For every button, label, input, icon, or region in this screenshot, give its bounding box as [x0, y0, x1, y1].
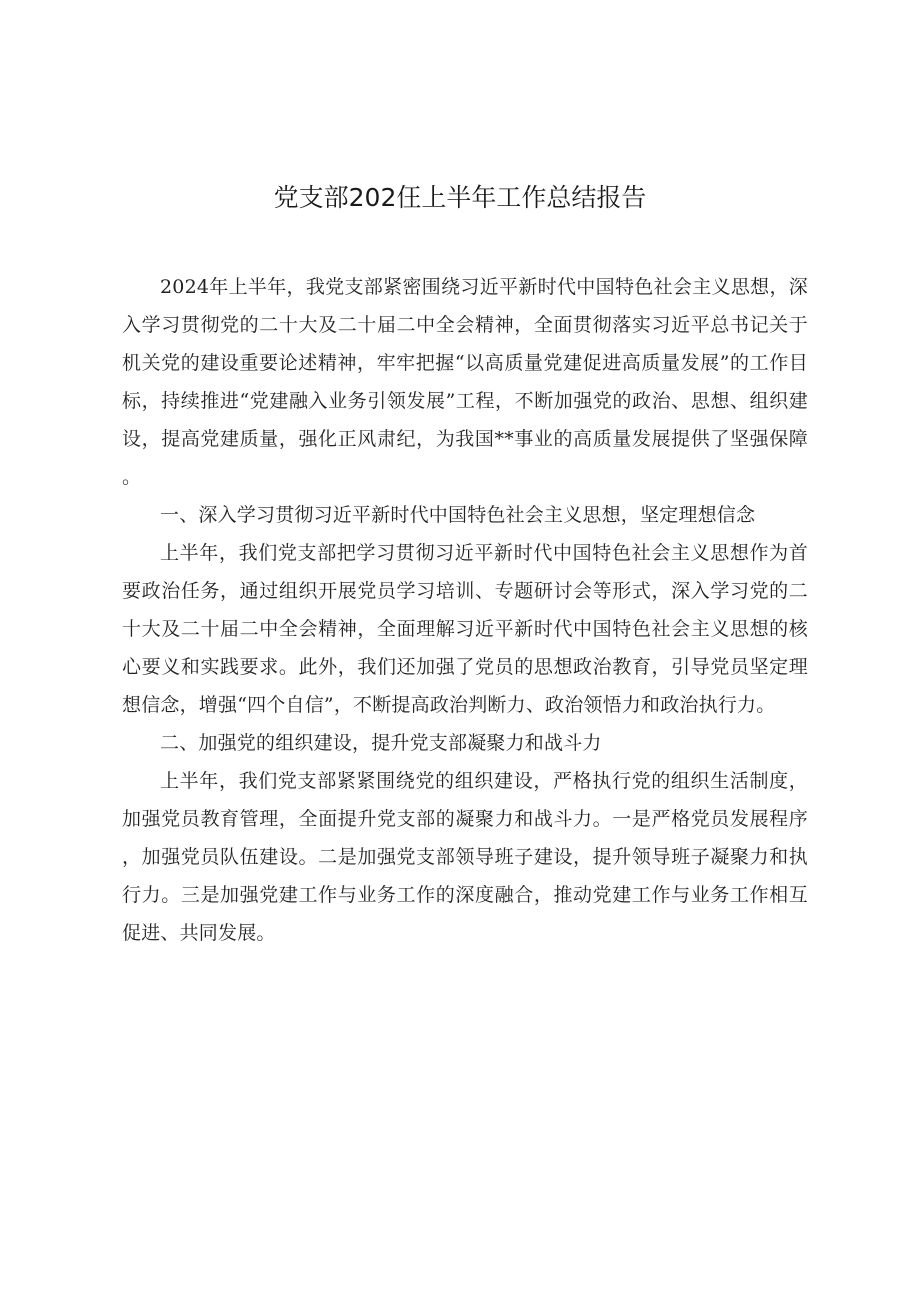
intro-paragraph: 2024年上半年，我党支部紧密围绕习近平新时代中国特色社会主义思想，深入学习贯彻党的二十大及二十届二中全会精神，全面贯彻落实习近平总书记关于机关党的建设重要论述精神，牢牢把握“以高质量党建促进高质量发展”的工作目标，持续推进“党建融入业务引领发展”工程，不断加强党的政治、思想、组织建设，提高党建质量，强化正风肃纪，为我国**事业的高质量发展提供了坚强保障。 — [122, 276, 808, 488]
document-title: 党支部202仼上半年工作总结报告 — [273, 183, 647, 212]
section-1-paragraph: 上半年，我们党支部把学习贯彻习近平新时代中国特色社会主义思想作为首要政治任务，通过组织开展党员学习培训、专题研讨会等形式，深入学习党的二十大及二十届二中全会精神，全面理解习近平新时代中国特色社会主义思想的核心要义和实践要求。此外，我们还加强了党员的思想政治教育，引导党员坚定理想信念，增强“四个自信”，不断提高政治判断力、政治领悟力和政治执行力。 — [122, 542, 808, 716]
document-body — [122, 268, 808, 952]
section-2-heading: 二、加强党的组织建设，提升党支部凝聚力和战斗力 — [160, 732, 602, 754]
section-2-paragraph: 上半年，我们党支部紧紧围绕党的组织建设，严格执行党的组织生活制度，加强党员教育管理，全面提升党支部的凝聚力和战斗力。一是严格党员发展程序，加强党员队伍建设。二是加强党支部领导班子建设，提升领导班子凝聚力和执行力。三是加强党建工作与业务工作的深度融合，推动党建工作与业务工作相互促进、共同发展。 — [122, 770, 808, 944]
section-1-heading: 一、深入学习贯彻习近平新时代中国特色社会主义思想，坚定理想信念 — [160, 504, 756, 526]
